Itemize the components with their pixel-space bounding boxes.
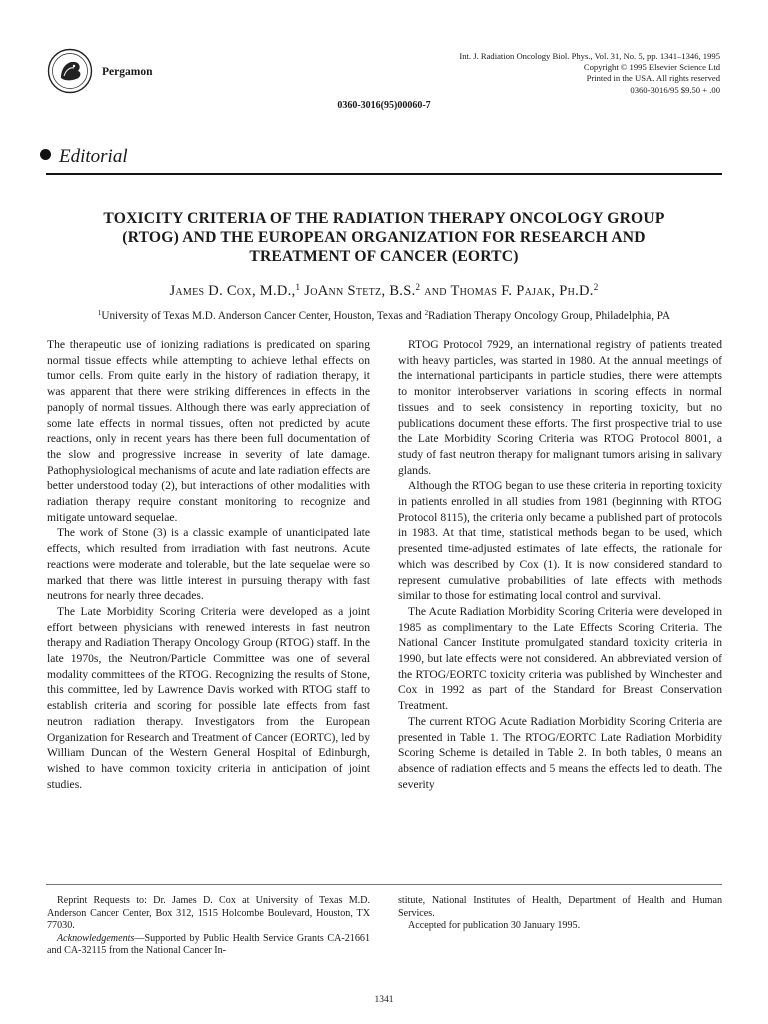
affiliation-text: Radiation Therapy Oncology Group, Philadelphia, PA [428,310,671,322]
issn-price-line: 0360-3016/95 $9.50 + .00 [630,84,720,95]
body-column-right [398,337,722,792]
article-identifier: 0360-3016(95)00060-7 [337,100,431,111]
footnotes-left [47,895,370,958]
printed-line: Printed in the USA. All rights reserved [586,73,720,84]
citation-line: Int. J. Radiation Oncology Biol. Phys., Vol. 31, No. 5, pp. 1341–1346, 1995 [459,51,720,61]
body-paragraph: The Acute Radiation Morbidity Scoring Criteria were developed in 1985 as complimentary to the Late Effects Scoring Criteria. The National Cancer Institute promulgated standard toxicity criteria in 1990, but late effects were not considered. An abbreviated version of the RTOG/EORTC toxicity criteria was published by Winchester and Cox in 1992 as part of the Standard for Breast Conservation Treatment. [398,604,722,713]
author-name: JoAnn Stetz, B.S. [304,283,416,299]
acknowledgements-text: —Supported by Public Health Service Grants CA-21661 and CA-32115 from the National Cancer In- [47,932,370,956]
affiliation-text: University of Texas M.D. Anderson Cancer Center, Houston, Texas and [101,310,425,322]
author-name: Thomas F. Pajak, Ph.D. [450,283,594,299]
copyright-line: Copyright © 1995 Elsevier Science Ltd [583,62,720,73]
author-joiner: and [424,283,447,299]
title-line: TREATMENT OF CANCER (EORTC) [249,248,519,265]
affiliations [0,310,768,322]
section-divider [46,173,722,175]
body-paragraph: The therapeutic use of ionizing radiations is predicated on sparing normal tissue effects while attempting to achieve lethal effects on tumor cells. From quite early in the history of radiation therapy, it was apparent that there were striking differences in effects in the panoply of normal tissues. Although there was early appreciation of some late effects in normal tissues, often not predicted by acute reactions, only in recent years has there been full documentation of the slow and progressive increase in severity of late damage. Pathophysiological mechanisms of acute and late radiation effects are better understood today (2), but interactions of other modalities with radiation therapy require constant monitoring to recognize and mitigate untoward sequelae. [47,338,371,524]
bullet-icon [40,149,51,160]
article-title [60,209,708,266]
acknowledgements-label: Acknowledgements [57,932,135,944]
footnotes-right [398,895,722,933]
body-paragraph: The current RTOG Acute Radiation Morbidity Scoring Criteria are presented in Table 1. The RTOG/EORTC Late Radiation Morbidity Scoring Scheme is detailed in Table 2. In both tables, 0 means an absence of radiation effects and 5 means the effects led to death. The severity [398,714,722,791]
affiliation-mark: 2 [424,309,429,318]
journal-citation [380,51,720,96]
title-line: TOXICITY CRITERIA OF THE RADIATION THERAPY ONCOLOGY GROUP [103,210,665,227]
body-paragraph: The work of Stone (3) is a classic example of unanticipated late effects, which resulted from irradiation with fast neutrons. Acute reactions were moderate and tolerable, but the late sequelae were so marked that there was little interest in pursuing therapy with fast neutrons for nearly three decades. [47,526,370,603]
body-column-left [47,337,370,792]
author-affiliation-mark: 2 [593,282,599,293]
author-list [0,283,768,300]
section-label: Editorial [59,146,128,167]
affiliation-mark: 1 [97,309,102,318]
accepted-date-note: Accepted for publication 30 January 1995. [408,920,581,931]
body-paragraph: RTOG Protocol 7929, an international registry of patients treated with heavy particles, was started in 1980. At the annual meetings of the international participants in particle studies, there were attempts to monitor interobserver variations in scoring effects in normal tissues and to seek consistency in reporting toxicity, but no publications document these efforts. The first prospective trial to use the Late Morbidity Scoring Criteria was RTOG Protocol 8001, a study of fast neutron therapy for malignant tumors arising in salivary glands. [398,338,722,477]
section-heading [40,146,128,168]
publisher-name: Pergamon [102,66,153,78]
page-number: 1341 [374,995,394,1005]
pergamon-logo [47,48,93,94]
title-line: (RTOG) AND THE EUROPEAN ORGANIZATION FOR RESEARCH AND [122,229,646,246]
footnote-divider [46,884,722,885]
author-affiliation-mark: 2 [415,282,421,293]
reprint-request-note: Reprint Requests to: Dr. James D. Cox at University of Texas M.D. Anderson Cancer Center, Box 312, 1515 Holcombe Boulevard, Houston, TX 77030. [47,895,370,931]
acknowledgements-note [47,933,370,958]
author-affiliation-mark: 1 [295,282,301,293]
acknowledgements-continued: stitute, National Institutes of Health, Department of Health and Human Services. [398,895,722,919]
body-paragraph: The Late Morbidity Scoring Criteria were developed as a joint effort between physicians with renewed interests in fast neutron therapy and Radiation Therapy Oncology Group (RTOG) staff. In the late 1970s, the Neutron/Particle Committee was one of several modality committees of the RTOG. Recognizing the results of Stone, this committee, led by Lawrence Davis worked with RTOG staff to establish criteria and scoring for possible late effects from fast neutron radiation therapy. Investigators from the European Organization for Research and Treatment of Cancer (EORTC), led by William Duncan of the Western General Hospital of Edinburgh, wished to have common toxicity criteria in anticipation of joint studies. [47,604,370,791]
body-paragraph: Although the RTOG began to use these criteria in reporting toxicity in patients enrolled in all studies from 1981 (beginning with RTOG Protocol 8115), the criteria only became a published part of protocols in 1983. At that time, statistical methods began to be used, which presented time-adjusted estimates of late effects, the rationale for which was described by Cox (1). It is now considered standard to represent cumulative probabilities of late effects with methods similar to those for estimating local control and survival. [398,479,722,603]
author-name: James D. Cox, M.D., [169,283,296,299]
